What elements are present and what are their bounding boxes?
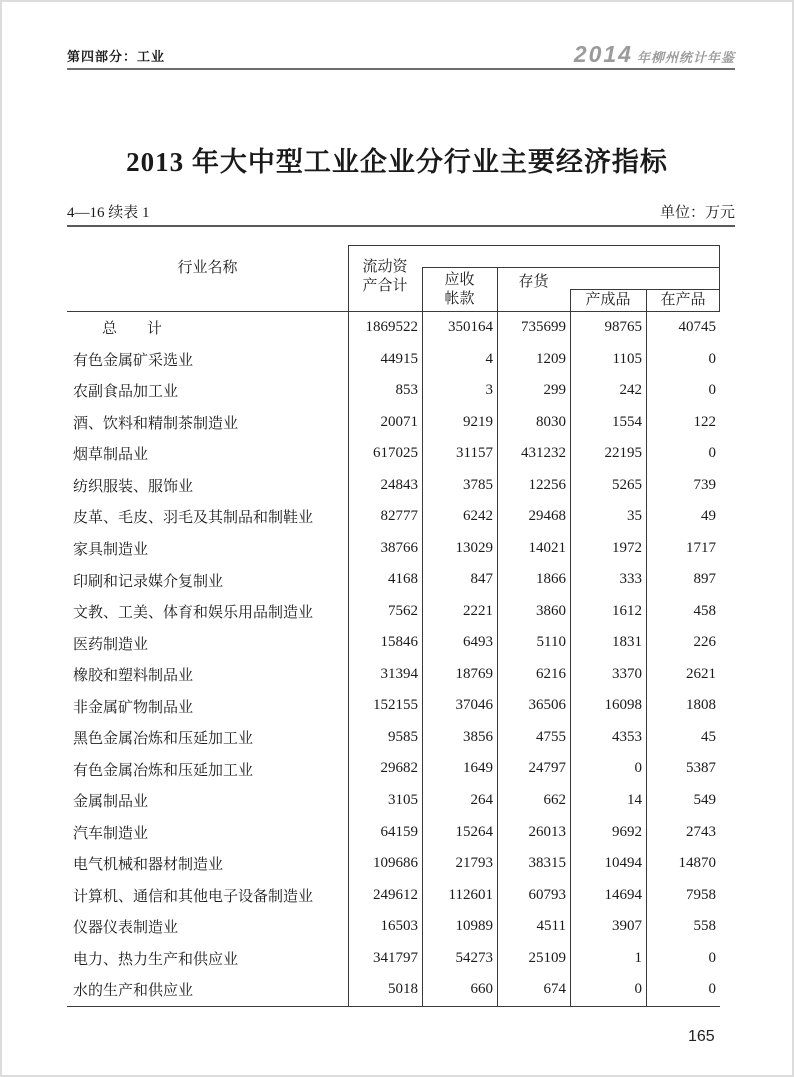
table-row <box>67 848 720 880</box>
value-cell: 25109 <box>497 943 570 975</box>
industry-cell: 金属制品业 <box>73 794 149 811</box>
table-body <box>67 312 720 1007</box>
value-cell: 4168 <box>348 564 422 596</box>
industry-cell: 非金属矿物制品业 <box>73 699 194 716</box>
value-cell: 735699 <box>497 312 570 344</box>
value-cell: 45 <box>646 722 720 754</box>
value-cell: 853 <box>348 375 422 407</box>
value-cell: 38315 <box>497 848 570 880</box>
value-cell: 558 <box>646 911 720 943</box>
table-row <box>67 817 720 849</box>
value-cell: 1972 <box>570 533 646 565</box>
value-cell: 5110 <box>497 627 570 659</box>
industry-cell: 仪器仪表制造业 <box>73 920 179 937</box>
yearbook-logo-text: 年柳州统计年鉴 <box>636 50 735 65</box>
value-cell: 0 <box>570 974 646 1006</box>
industry-cell: 汽车制造业 <box>73 825 149 842</box>
industry-cell: 橡胶和塑料制品业 <box>73 668 194 685</box>
value-cell: 4353 <box>570 722 646 754</box>
column-header-work-in-process: 在产品 <box>660 292 706 308</box>
page-number: 165 <box>688 1028 715 1045</box>
value-cell: 15846 <box>348 627 422 659</box>
data-table <box>67 245 720 1007</box>
value-cell: 22195 <box>570 438 646 470</box>
value-cell: 617025 <box>348 438 422 470</box>
industry-cell: 文教、工美、体育和娱乐用品制造业 <box>73 605 314 622</box>
industry-cell: 皮革、毛皮、羽毛及其制品和制鞋业 <box>73 510 314 527</box>
value-cell: 242 <box>570 375 646 407</box>
industry-cell: 计算机、通信和其他电子设备制造业 <box>73 888 314 905</box>
value-cell: 739 <box>646 470 720 502</box>
value-cell: 54273 <box>422 943 497 975</box>
value-cell: 226 <box>646 627 720 659</box>
column-header-industry: 行业名称 <box>177 260 238 276</box>
value-cell: 24797 <box>497 753 570 785</box>
value-cell: 7958 <box>646 880 720 912</box>
value-cell: 31157 <box>422 438 497 470</box>
value-cell: 29682 <box>348 753 422 785</box>
value-cell: 109686 <box>348 848 422 880</box>
value-cell: 20071 <box>348 407 422 439</box>
value-cell: 44915 <box>348 344 422 376</box>
value-cell: 13029 <box>422 533 497 565</box>
table-row <box>67 690 720 722</box>
value-cell: 333 <box>570 564 646 596</box>
value-cell: 16098 <box>570 690 646 722</box>
value-cell: 5018 <box>348 974 422 1006</box>
value-cell: 1649 <box>422 753 497 785</box>
value-cell: 1866 <box>497 564 570 596</box>
value-cell: 82777 <box>348 501 422 533</box>
table-row <box>67 880 720 912</box>
value-cell: 18769 <box>422 659 497 691</box>
value-cell: 341797 <box>348 943 422 975</box>
industry-cell: 医药制造业 <box>73 636 149 653</box>
value-cell: 15264 <box>422 817 497 849</box>
header-grid-line <box>348 245 720 246</box>
industry-cell: 电气机械和器材制造业 <box>73 857 224 874</box>
value-cell: 12256 <box>497 470 570 502</box>
column-header-receivable-line2: 帐款 <box>444 291 475 307</box>
value-cell: 29468 <box>497 501 570 533</box>
value-cell: 1209 <box>497 344 570 376</box>
value-cell: 660 <box>422 974 497 1006</box>
industry-cell: 印刷和记录媒介复制业 <box>73 573 224 590</box>
industry-cell: 家具制造业 <box>73 541 149 558</box>
value-cell: 3907 <box>570 911 646 943</box>
value-cell: 122 <box>646 407 720 439</box>
value-cell: 0 <box>646 943 720 975</box>
value-cell: 14694 <box>570 880 646 912</box>
industry-cell: 总 计 <box>102 321 163 338</box>
yearbook-logo <box>574 43 735 68</box>
value-cell: 21793 <box>422 848 497 880</box>
value-cell: 0 <box>646 974 720 1006</box>
table-row <box>67 407 720 439</box>
value-cell: 31394 <box>348 659 422 691</box>
value-cell: 1831 <box>570 627 646 659</box>
value-cell: 64159 <box>348 817 422 849</box>
column-header-receivable <box>422 271 497 309</box>
value-cell: 1808 <box>646 690 720 722</box>
value-cell: 7562 <box>348 596 422 628</box>
value-cell: 49 <box>646 501 720 533</box>
value-cell: 10494 <box>570 848 646 880</box>
value-cell: 549 <box>646 785 720 817</box>
column-header-current-assets-line2: 产合计 <box>362 278 408 294</box>
column-header-finished-goods: 产成品 <box>585 292 631 308</box>
value-cell: 3370 <box>570 659 646 691</box>
table-row <box>67 974 720 1006</box>
value-cell: 4755 <box>497 722 570 754</box>
industry-cell: 酒、饮料和精制茶制造业 <box>73 415 239 432</box>
industry-cell: 有色金属矿采选业 <box>73 352 194 369</box>
industry-cell: 电力、热力生产和供应业 <box>73 951 239 968</box>
value-cell: 37046 <box>422 690 497 722</box>
value-cell: 112601 <box>422 880 497 912</box>
value-cell: 1612 <box>570 596 646 628</box>
value-cell: 5387 <box>646 753 720 785</box>
table-row <box>67 312 720 344</box>
value-cell: 299 <box>497 375 570 407</box>
value-cell: 2621 <box>646 659 720 691</box>
value-cell: 38766 <box>348 533 422 565</box>
table-meta-row <box>67 200 735 227</box>
value-cell: 350164 <box>422 312 497 344</box>
value-cell: 1105 <box>570 344 646 376</box>
value-cell: 9219 <box>422 407 497 439</box>
industry-cell: 有色金属冶炼和压延加工业 <box>73 762 254 779</box>
unit-label: 单位：万元 <box>659 205 735 221</box>
running-header <box>67 41 735 70</box>
value-cell: 1 <box>570 943 646 975</box>
value-cell: 0 <box>570 753 646 785</box>
value-cell: 0 <box>646 438 720 470</box>
section-label: 第四部分：工业 <box>67 49 166 64</box>
industry-cell: 农副食品加工业 <box>73 384 179 401</box>
industry-cell: 纺织服装、服饰业 <box>73 478 194 495</box>
industry-cell: 水的生产和供应业 <box>73 983 194 1000</box>
table-row <box>67 659 720 691</box>
value-cell: 3105 <box>348 785 422 817</box>
value-cell: 2221 <box>422 596 497 628</box>
value-cell: 6493 <box>422 627 497 659</box>
table-row <box>67 596 720 628</box>
table-row <box>67 627 720 659</box>
value-cell: 2743 <box>646 817 720 849</box>
value-cell: 36506 <box>497 690 570 722</box>
column-header-current-assets-line1: 流动资 <box>362 259 408 275</box>
table-row <box>67 564 720 596</box>
value-cell: 1554 <box>570 407 646 439</box>
value-cell: 9585 <box>348 722 422 754</box>
value-cell: 60793 <box>497 880 570 912</box>
table-row <box>67 375 720 407</box>
table-row <box>67 533 720 565</box>
table-row <box>67 785 720 817</box>
value-cell: 24843 <box>348 470 422 502</box>
table-row <box>67 470 720 502</box>
value-cell: 14 <box>570 785 646 817</box>
value-cell: 431232 <box>497 438 570 470</box>
value-cell: 662 <box>497 785 570 817</box>
table-row <box>67 943 720 975</box>
value-cell: 674 <box>497 974 570 1006</box>
value-cell: 5265 <box>570 470 646 502</box>
table-row <box>67 344 720 376</box>
value-cell: 10989 <box>422 911 497 943</box>
value-cell: 3 <box>422 375 497 407</box>
value-cell: 14021 <box>497 533 570 565</box>
column-header-inventory: 存货 <box>518 274 549 290</box>
value-cell: 9692 <box>570 817 646 849</box>
value-cell: 3856 <box>422 722 497 754</box>
value-cell: 6242 <box>422 501 497 533</box>
value-cell: 249612 <box>348 880 422 912</box>
table-row <box>67 501 720 533</box>
value-cell: 3785 <box>422 470 497 502</box>
page-title: 2013 年大中型工业企业分行业主要经济指标 <box>126 147 668 177</box>
value-cell: 4511 <box>497 911 570 943</box>
value-cell: 0 <box>646 344 720 376</box>
value-cell: 458 <box>646 596 720 628</box>
value-cell: 152155 <box>348 690 422 722</box>
value-cell: 35 <box>570 501 646 533</box>
table-row <box>67 438 720 470</box>
column-header-receivable-line1: 应收 <box>444 272 475 288</box>
value-cell: 1717 <box>646 533 720 565</box>
industry-cell: 烟草制品业 <box>73 447 149 464</box>
table-row <box>67 911 720 943</box>
value-cell: 8030 <box>497 407 570 439</box>
value-cell: 6216 <box>497 659 570 691</box>
value-cell: 26013 <box>497 817 570 849</box>
value-cell: 897 <box>646 564 720 596</box>
table-ref: 4—16 续表 1 <box>67 205 150 221</box>
header-grid-line <box>570 289 720 290</box>
value-cell: 3860 <box>497 596 570 628</box>
value-cell: 264 <box>422 785 497 817</box>
value-cell: 16503 <box>348 911 422 943</box>
value-cell: 1869522 <box>348 312 422 344</box>
table-header <box>67 245 720 312</box>
header-grid-line <box>422 267 720 268</box>
yearbook-logo-year: 2014 <box>573 41 633 67</box>
value-cell: 0 <box>646 375 720 407</box>
value-cell: 4 <box>422 344 497 376</box>
value-cell: 847 <box>422 564 497 596</box>
column-header-current-assets <box>348 258 422 296</box>
table-row <box>67 722 720 754</box>
industry-cell: 黑色金属冶炼和压延加工业 <box>73 731 254 748</box>
value-cell: 98765 <box>570 312 646 344</box>
value-cell: 14870 <box>646 848 720 880</box>
value-cell: 40745 <box>646 312 720 344</box>
table-row <box>67 753 720 785</box>
